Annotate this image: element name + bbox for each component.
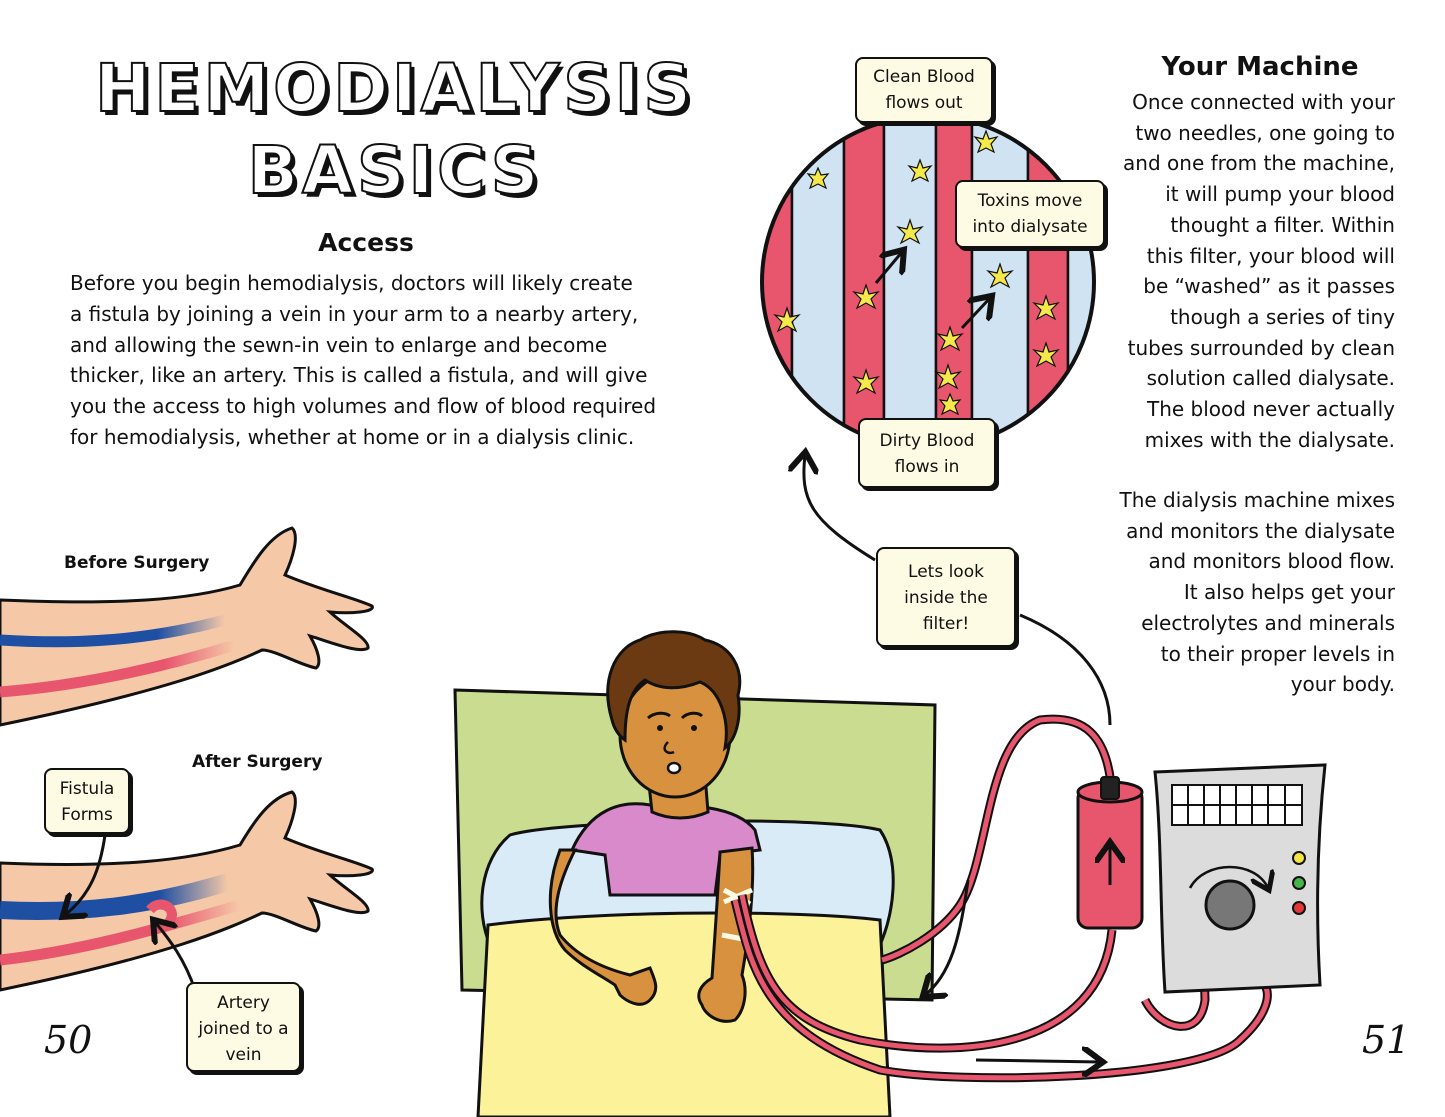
- machine-line: thought a filter. Within: [1170, 212, 1395, 237]
- callout-line: flows out: [885, 93, 963, 113]
- callout-line: Lets look: [908, 562, 984, 582]
- callout-line: flows in: [894, 457, 960, 477]
- machine-line: it will pump your blood: [1165, 182, 1395, 207]
- callout-line: inside the: [904, 588, 988, 608]
- machine-line: and monitors the dialysate: [1126, 518, 1395, 543]
- machine-line: though a series of tiny: [1170, 304, 1395, 329]
- machine-heading: Your Machine: [1161, 52, 1359, 82]
- machine-line: solution called dialysate.: [1146, 366, 1395, 391]
- callout-line: into dialysate: [972, 217, 1088, 237]
- callout-line: Dirty Blood: [879, 431, 975, 451]
- machine-line: your body.: [1290, 672, 1395, 697]
- blood-tube: [1028, 100, 1068, 480]
- arrow-icon: [976, 1060, 1100, 1062]
- machine-line: this filter, your blood will: [1146, 243, 1395, 268]
- title-line-1: HEMODIALYSIS: [95, 50, 695, 127]
- machine-line: two needles, one going to: [1135, 120, 1395, 145]
- access-line: thicker, like an artery. This is called a fistula, and will give: [70, 363, 648, 388]
- connector-line: [1020, 615, 1110, 725]
- machine-line: to their proper levels in: [1160, 641, 1395, 666]
- label-after-surgery: After Surgery: [192, 752, 323, 772]
- access-line: for hemodialysis, whether at home or in a dialysis clinic.: [70, 424, 635, 449]
- machine-line: tubes surrounded by clean: [1127, 335, 1395, 360]
- page-number-right: 51: [1362, 1018, 1411, 1062]
- machine-line: and monitors blood flow.: [1148, 549, 1395, 574]
- machine-line: electrolytes and minerals: [1141, 610, 1395, 635]
- label-before-surgery: Before Surgery: [64, 553, 210, 573]
- machine-line: Once connected with your: [1132, 90, 1395, 114]
- callout-line: Toxins move: [977, 191, 1083, 211]
- access-line: a fistula by joining a vein in your arm to a nearby artery,: [70, 301, 639, 326]
- dialyzer-filter: [1078, 777, 1142, 928]
- indicator-light-icon: [1293, 877, 1305, 889]
- callout-line: filter!: [922, 614, 970, 634]
- blood-tube: [752, 100, 792, 480]
- callout-artery: [186, 982, 301, 1072]
- callout-line: Fistula: [59, 779, 115, 799]
- access-line: Before you begin hemodialysis, doctors will likely create: [70, 271, 633, 295]
- callout-fistula: [44, 768, 130, 834]
- dialysis-machine: [1155, 765, 1325, 992]
- mouth: [668, 763, 680, 773]
- callout-line: joined to a: [198, 1019, 289, 1039]
- callout-line: Clean Blood: [873, 67, 975, 87]
- callout-line: Forms: [61, 805, 113, 825]
- callout-toxins: [955, 180, 1105, 248]
- callout-line: vein: [225, 1045, 262, 1065]
- access-heading: Access: [318, 228, 414, 257]
- machine-line: The blood never actually: [1146, 397, 1395, 422]
- machine-line: mixes with the dialysate.: [1144, 427, 1395, 452]
- display-grid: [1172, 785, 1302, 825]
- machine-line: and one from the machine,: [1123, 151, 1395, 176]
- callout-line: Artery: [217, 993, 270, 1013]
- callout-clean-blood: [855, 57, 993, 123]
- callout-look-inside: [876, 547, 1016, 647]
- machine-line: be “washed” as it passes: [1143, 274, 1395, 299]
- access-line: and allowing the sewn-in vein to enlarge and become: [70, 332, 608, 357]
- callout-dirty-blood: [858, 418, 996, 488]
- dial-knob-icon: [1206, 881, 1254, 929]
- indicator-light-icon: [1293, 852, 1305, 864]
- machine-line: The dialysis machine mixes: [1119, 488, 1395, 512]
- page-number-left: 50: [44, 1018, 93, 1062]
- blanket: [478, 913, 890, 1117]
- machine-line: It also helps get your: [1183, 580, 1395, 605]
- title-line-2: BASICS: [247, 132, 543, 209]
- indicator-light-icon: [1293, 902, 1305, 914]
- access-line: you the access to high volumes and flow of blood required: [70, 394, 657, 419]
- dialysate-channel: [1068, 100, 1108, 480]
